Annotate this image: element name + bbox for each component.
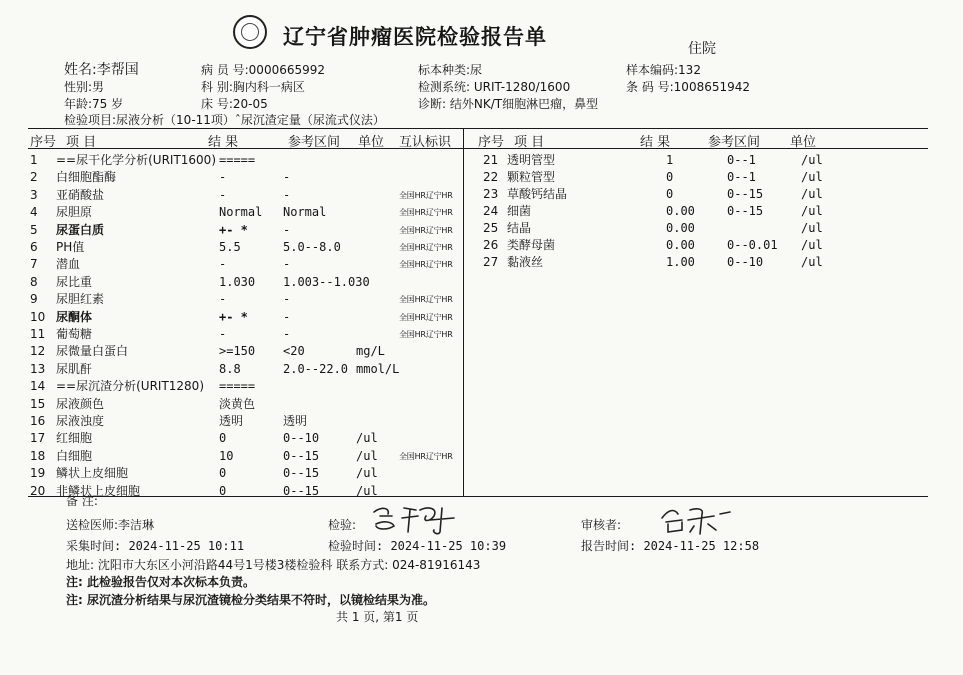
row-ref: - <box>283 257 291 272</box>
table-row <box>0 378 463 395</box>
row-seq: 6 <box>30 240 38 254</box>
table-row <box>0 326 463 343</box>
col-item-right: 项 目 <box>514 135 545 150</box>
row-item: 白细胞 <box>56 448 93 463</box>
table-row <box>0 274 463 291</box>
table-row <box>0 237 930 254</box>
row-ref: 1.003--1.030 <box>283 274 370 289</box>
row-seq: 12 <box>30 344 46 359</box>
row-result: 0 <box>219 431 227 446</box>
row-ref: - <box>283 187 291 202</box>
row-unit: /ul <box>356 466 378 481</box>
row-result: 0.00 <box>666 238 695 252</box>
hospital-logo <box>233 15 267 49</box>
row-item: ==尿干化学分析(URIT1600) <box>56 153 217 167</box>
inspector-signature <box>368 502 468 536</box>
row-unit: /ul <box>801 153 823 167</box>
row-ref: - <box>283 292 291 307</box>
patient-id: 病 员 号:0000665992 <box>201 63 326 77</box>
row-item: 尿液浊度 <box>56 414 105 428</box>
row-ref: 2.0--22.0 <box>283 361 349 376</box>
row-seq: 21 <box>483 153 499 167</box>
sample-type: 标本种类:尿 <box>418 63 483 77</box>
col-result-left: 结 果 <box>208 135 239 150</box>
row-unit: mg/L <box>356 344 385 359</box>
note-1: 注: 此检验报告仅对本次标本负责。 <box>66 575 255 589</box>
row-result: +- * <box>219 222 248 237</box>
page-indicator: 共 1 页, 第1 页 <box>336 610 419 624</box>
col-unit-right: 单位 <box>790 135 817 150</box>
test-items: 检验项目:尿液分析（10-11项）ˆ尿沉渣定量（尿流式仪法） <box>64 113 385 127</box>
row-item: 尿肌酐 <box>56 361 93 376</box>
row-ref: 0--15 <box>283 483 320 498</box>
row-item: 细菌 <box>507 204 532 218</box>
patient-age: 年龄:75 岁 <box>64 97 124 111</box>
row-seq: 27 <box>483 255 499 269</box>
row-ref: 5.0--8.0 <box>283 240 341 254</box>
row-ref: 0--10 <box>727 255 764 269</box>
row-item: 结晶 <box>507 221 532 235</box>
row-result: Normal <box>219 205 263 220</box>
row-mutual-tag: 全国HR辽宁HR <box>399 451 453 461</box>
table-row <box>0 396 463 413</box>
row-seq: 19 <box>30 466 46 481</box>
row-ref: 0--15 <box>283 448 320 463</box>
row-seq: 3 <box>30 187 38 202</box>
row-ref: 0--15 <box>727 204 764 218</box>
row-seq: 1 <box>30 153 38 167</box>
row-item: 颗粒管型 <box>507 170 556 184</box>
table-row <box>0 169 930 186</box>
row-item: 非鳞状上皮细胞 <box>56 483 141 498</box>
bed-number: 床 号:20-05 <box>201 97 268 111</box>
row-seq: 4 <box>30 205 38 220</box>
row-result: >=150 <box>219 344 256 359</box>
row-seq: 9 <box>30 292 38 307</box>
table-row <box>0 343 463 360</box>
table-row <box>0 203 930 220</box>
report-time: 报告时间: 2024-11-25 12:58 <box>581 539 760 553</box>
row-seq: 24 <box>483 204 499 218</box>
row-unit: /ul <box>356 483 378 498</box>
row-result: ===== <box>219 153 256 167</box>
row-unit: /ul <box>801 170 823 184</box>
row-item: 尿胆红素 <box>56 292 105 307</box>
row-result: 0.00 <box>666 221 695 235</box>
row-item: 尿蛋白质 <box>56 222 105 237</box>
row-mutual-tag: 全国HR辽宁HR <box>399 225 453 235</box>
reviewer-label: 审核者: <box>581 518 622 532</box>
col-unit-left: 单位 <box>358 135 385 150</box>
row-seq: 20 <box>30 483 46 498</box>
row-item: 透明管型 <box>507 153 556 167</box>
row-seq: 26 <box>483 238 499 252</box>
row-result: 1 <box>666 153 674 167</box>
col-seq-left: 序号 <box>30 135 57 150</box>
row-ref: 0--0.01 <box>727 238 778 252</box>
row-unit: /ul <box>801 187 823 201</box>
inspector-label: 检验: <box>328 518 357 532</box>
row-result: - <box>219 292 227 307</box>
row-item: 尿液颜色 <box>56 396 105 411</box>
row-unit: /ul <box>801 238 823 252</box>
row-item: 黏液丝 <box>507 255 544 269</box>
row-ref: 0--1 <box>727 170 756 184</box>
row-result: - <box>219 187 227 202</box>
row-result: ===== <box>219 379 256 394</box>
row-result: +- * <box>219 309 248 324</box>
row-seq: 13 <box>30 361 46 376</box>
row-seq: 25 <box>483 221 499 235</box>
department: 科 别:胸内科一病区 <box>201 80 305 94</box>
row-seq: 8 <box>30 274 38 289</box>
col-mutual-left: 互认标识 <box>399 135 452 150</box>
row-item: 白细胞酯酶 <box>56 170 117 185</box>
report-title: 辽宁省肿瘤医院检验报告单 <box>283 25 547 49</box>
row-result: 0 <box>219 466 227 481</box>
row-unit: /ul <box>356 448 378 463</box>
table-row <box>0 291 463 308</box>
row-unit: /ul <box>801 255 823 269</box>
row-mutual-tag: 全国HR辽宁HR <box>399 330 453 339</box>
patient-gender: 性别:男 <box>64 80 105 94</box>
test-system: 检测系统: URIT-1280/1600 <box>418 80 571 94</box>
row-item: 尿微量白蛋白 <box>56 344 129 359</box>
row-result: 透明 <box>219 414 244 428</box>
row-ref: - <box>283 222 291 237</box>
row-ref: - <box>283 327 291 341</box>
row-seq: 17 <box>30 431 46 446</box>
dept-type: 住院 <box>688 41 716 57</box>
patient-name: 姓名:李帮国 <box>64 62 139 78</box>
table-row <box>0 465 463 482</box>
row-result: 5.5 <box>219 240 241 254</box>
row-item: 葡萄糖 <box>56 327 93 341</box>
row-item: 尿比重 <box>56 274 93 289</box>
row-item: 草酸钙结晶 <box>507 187 568 201</box>
row-item: 鳞状上皮细胞 <box>56 466 129 481</box>
row-unit: /ul <box>801 221 823 235</box>
lab-address: 地址: 沈阳市大东区小河沿路44号1号楼3楼检验科 联系方式: 024-81916143 <box>66 558 481 572</box>
row-result: - <box>219 170 227 185</box>
row-seq: 7 <box>30 257 38 272</box>
sample-number: 样本编码:132 <box>626 63 701 77</box>
row-result: - <box>219 257 227 272</box>
row-mutual-tag: 全国HR辽宁HR <box>399 243 453 252</box>
row-unit: mmol/L <box>356 361 400 376</box>
note-2: 注: 尿沉渣分析结果与尿沉渣镜检分类结果不符时，以镜检结果为准。 <box>66 593 435 607</box>
test-time: 检验时间: 2024-11-25 10:39 <box>328 539 507 553</box>
col-item-left: 项 目 <box>66 135 97 150</box>
row-item: PH值 <box>56 240 85 254</box>
row-result: 1.030 <box>219 274 256 289</box>
table-row <box>0 254 930 271</box>
col-ref-left: 参考区间 <box>288 135 341 150</box>
row-seq: 14 <box>30 379 46 394</box>
col-ref-right: 参考区间 <box>708 135 761 150</box>
table-row <box>0 152 930 169</box>
barcode: 条 码 号:1008651942 <box>626 80 751 94</box>
reviewer-signature <box>658 504 738 536</box>
remark-label: 备 注: <box>66 494 98 508</box>
table-row <box>0 220 930 237</box>
row-item: 类酵母菌 <box>507 238 556 252</box>
row-item: 亚硝酸盐 <box>56 187 105 202</box>
table-row <box>0 430 463 447</box>
row-ref: <20 <box>283 344 305 359</box>
row-item: 尿酮体 <box>56 309 93 324</box>
row-result: - <box>219 327 227 341</box>
row-ref: - <box>283 170 291 185</box>
submitting-doctor: 送检医师:李洁琳 <box>66 518 155 532</box>
row-item: 尿胆原 <box>56 205 93 220</box>
table-row <box>0 309 463 326</box>
col-seq-right: 序号 <box>478 135 505 150</box>
table-row <box>0 448 463 465</box>
diagnosis: 诊断: 结外NK/T细胞淋巴瘤，鼻型 <box>418 97 599 111</box>
row-item: 潜血 <box>56 257 81 272</box>
row-ref: Normal <box>283 205 327 220</box>
row-mutual-tag: 全国HR辽宁HR <box>399 312 453 322</box>
row-result: 0 <box>666 170 674 184</box>
row-seq: 23 <box>483 187 499 201</box>
row-ref: 0--10 <box>283 431 320 446</box>
col-result-right: 结 果 <box>640 135 671 150</box>
table-row <box>0 361 463 378</box>
row-ref: 0--15 <box>727 187 764 201</box>
row-result: 0 <box>219 483 227 498</box>
row-result: 10 <box>219 448 234 463</box>
row-ref: 0--15 <box>283 466 320 481</box>
row-unit: /ul <box>356 431 378 446</box>
row-ref: 0--1 <box>727 153 756 167</box>
row-result: 8.8 <box>219 361 241 376</box>
row-seq: 18 <box>30 448 46 463</box>
row-seq: 5 <box>30 222 38 237</box>
row-seq: 10 <box>30 309 46 324</box>
row-ref: - <box>283 309 291 324</box>
row-item: 红细胞 <box>56 431 93 446</box>
row-seq: 2 <box>30 170 38 185</box>
row-mutual-tag: 全国HR辽宁HR <box>399 208 453 218</box>
row-result: 1.00 <box>666 255 695 269</box>
row-seq: 16 <box>30 414 46 428</box>
table-row <box>0 186 930 203</box>
row-seq: 22 <box>483 170 499 184</box>
collect-time: 采集时间: 2024-11-25 10:11 <box>66 539 245 553</box>
row-result: 淡黄色 <box>219 396 256 411</box>
row-mutual-tag: 全国HR辽宁HR <box>399 190 453 200</box>
row-mutual-tag: 全国HR辽宁HR <box>399 260 453 270</box>
row-ref: 透明 <box>283 414 308 428</box>
row-unit: /ul <box>801 204 823 218</box>
table-row <box>0 413 463 430</box>
row-result: 0.00 <box>666 204 695 218</box>
row-mutual-tag: 全国HR辽宁HR <box>399 295 453 305</box>
row-result: 0 <box>666 187 674 201</box>
row-seq: 11 <box>30 327 46 341</box>
row-item: ==尿沉渣分析(URIT1280) <box>56 379 205 394</box>
table-top-rule <box>28 128 928 129</box>
row-seq: 15 <box>30 396 46 411</box>
